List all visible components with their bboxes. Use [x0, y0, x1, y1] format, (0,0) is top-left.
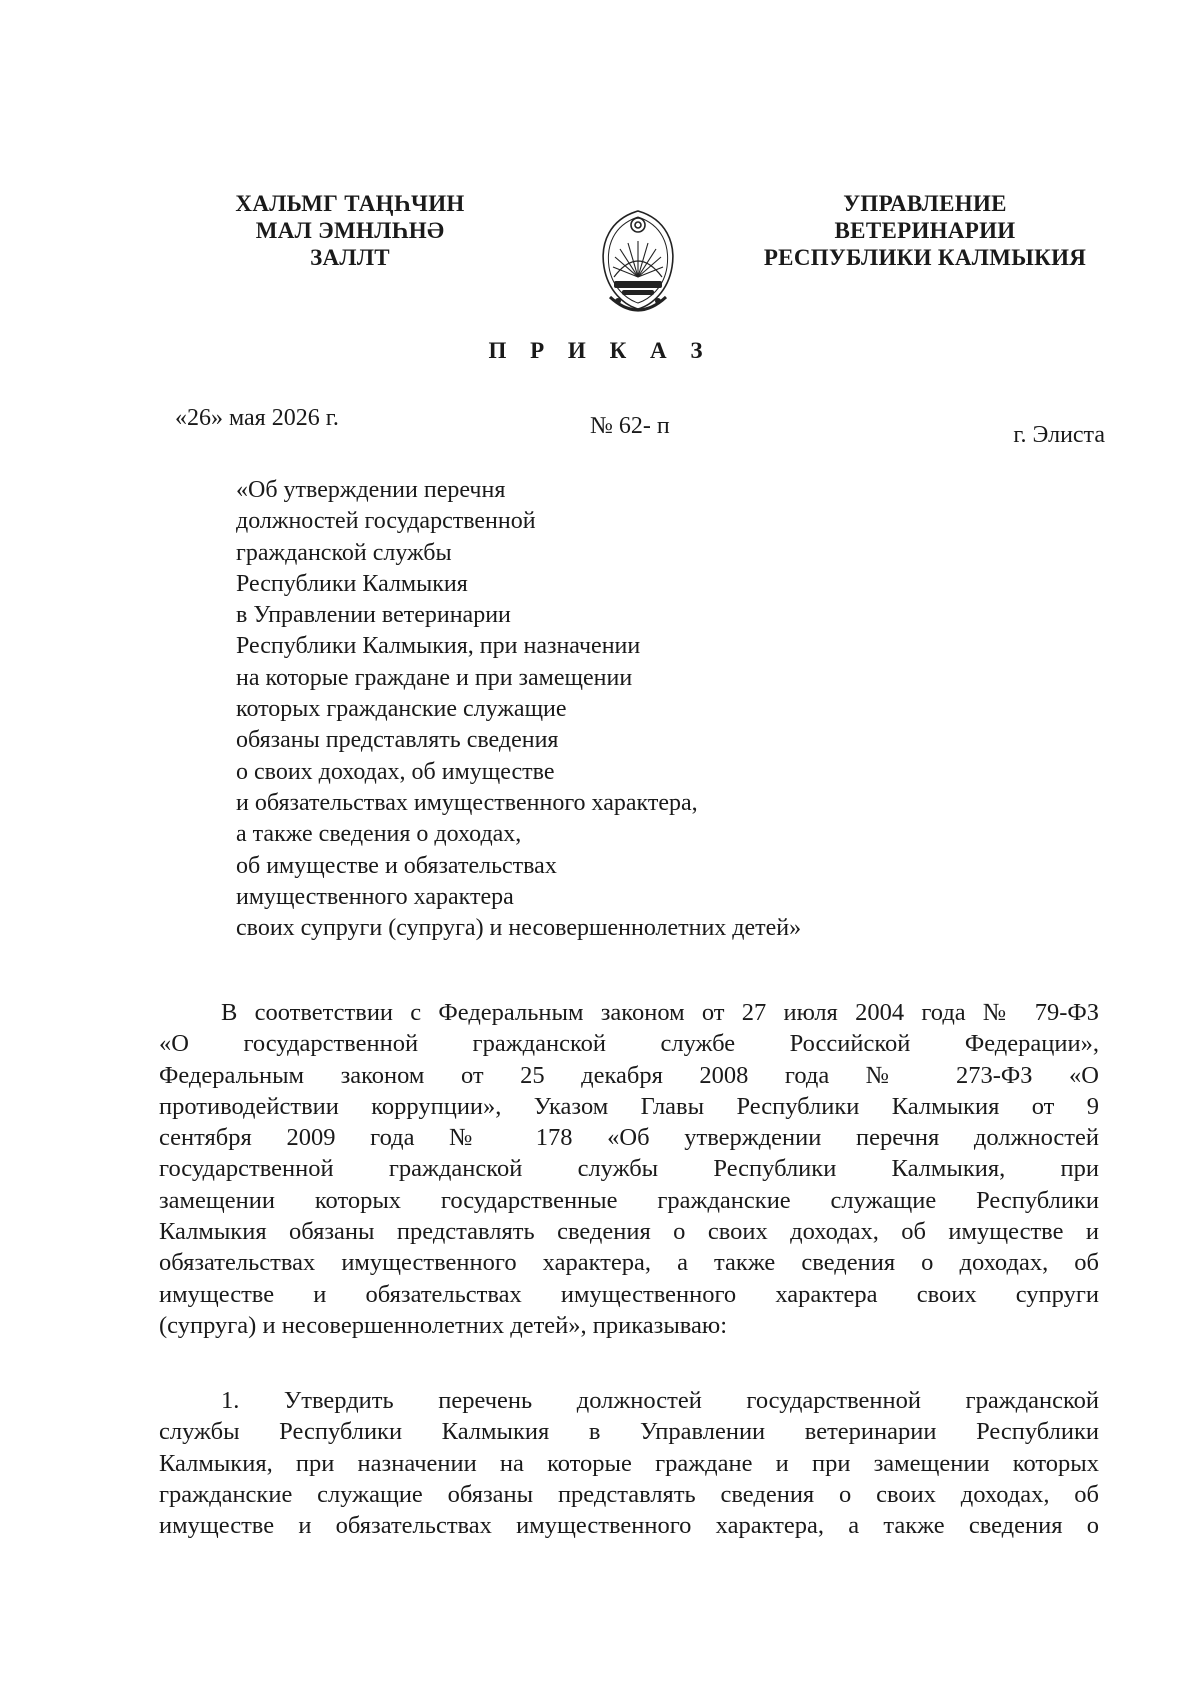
subject-line: своих супруги (супруга) и несовершеннолетних детей» [236, 915, 802, 942]
subject-line: Республики Калмыкия [236, 570, 468, 597]
paragraph-line: противодействии коррупции», Указом Главы Республики Калмыкия от 9 [159, 1092, 1099, 1120]
subject-line: и обязательствах имущественного характера, [236, 789, 698, 816]
header-left-line: ЗАЛЛТ [310, 245, 390, 270]
paragraph-line: Калмыкия обязаны представлять сведения о своих доходах, об имуществе и [159, 1218, 1099, 1246]
subject-line: должностей государственной [236, 508, 536, 535]
subject-line: а также сведения о доходах, [236, 821, 522, 848]
subject-line: в Управлении ветеринарии [236, 602, 511, 629]
document-date: «26» мая 2026 г. [175, 405, 339, 431]
subject-line: об имуществе и обязательствах [236, 852, 557, 879]
paragraph-line: обязательствах имущественного характера, а также сведения о доходах, об [159, 1249, 1099, 1277]
subject-line: обязаны представлять сведения [236, 727, 559, 754]
header-kalmyk-title [215, 190, 485, 271]
subject-line: гражданской службы [236, 539, 452, 566]
document-title: П Р И К А З [488, 338, 712, 363]
header-right-line: РЕСПУБЛИКИ КАЛМЫКИЯ [763, 245, 1087, 270]
document-city: г. Элиста [1013, 422, 1105, 448]
header-russian-title [760, 190, 1090, 271]
paragraph-line: сентября 2009 года № 178 «Об утверждении перечня должностей [159, 1124, 1099, 1152]
paragraph-line: В соответствии с Федеральным законом от 27 июля 2004 года № 79-ФЗ [221, 999, 1099, 1026]
paragraph-line: Калмыкия, при назначении на которые граждане и при замещении которых [159, 1449, 1099, 1477]
paragraph-line: «О государственной гражданской службе Российской Федерации», [159, 1030, 1099, 1058]
paragraph-line: имуществе и обязательствах имущественного характера своих супруги [159, 1280, 1099, 1308]
paragraph-line: гражданские служащие обязаны представлять сведения о своих доходах, об [159, 1480, 1099, 1508]
preamble-paragraph [159, 997, 1099, 1341]
paragraph-line: службы Республики Калмыкия в Управлении ветеринарии Республики [159, 1418, 1099, 1446]
subject-line: на которые граждане и при замещении [236, 664, 633, 691]
subject-line: которых гражданские служащие [236, 696, 567, 723]
subject-line: Республики Калмыкия, при назначении [236, 633, 641, 660]
paragraph-line: государственной гражданской службы Республики Калмыкия, при [159, 1155, 1099, 1183]
header-left-line: МАЛ ЭМНЛҺНӘ [255, 218, 445, 243]
header-left-line: ХАЛЬМГ ТАҢҺЧИН [235, 191, 465, 216]
header-right-line: ВЕТЕРИНАРИИ [834, 218, 1016, 243]
document-subject [236, 475, 801, 944]
subject-line: «Об утверждении перечня [236, 477, 506, 503]
subject-line: о своих доходах, об имуществе [236, 758, 555, 785]
paragraph-line: 1. Утвердить перечень должностей государственной гражданской [221, 1387, 1099, 1414]
paragraph-line: Федеральным законом от 25 декабря 2008 года № 273-ФЗ «О [159, 1061, 1099, 1089]
header-right-line: УПРАВЛЕНИЕ [843, 191, 1007, 216]
subject-line: имущественного характера [236, 883, 514, 910]
paragraph-line: имуществе и обязательствах имущественного характера, а также сведения о [159, 1512, 1099, 1540]
document-number: № 62- п [590, 413, 670, 439]
paragraph-line: (супруга) и несовершеннолетних детей», приказываю: [159, 1311, 728, 1339]
paragraph-line: замещении которых государственные гражданские служащие Республики [159, 1186, 1099, 1214]
order-item-1-paragraph [159, 1385, 1099, 1541]
coat-of-arms-emblem [588, 205, 688, 325]
